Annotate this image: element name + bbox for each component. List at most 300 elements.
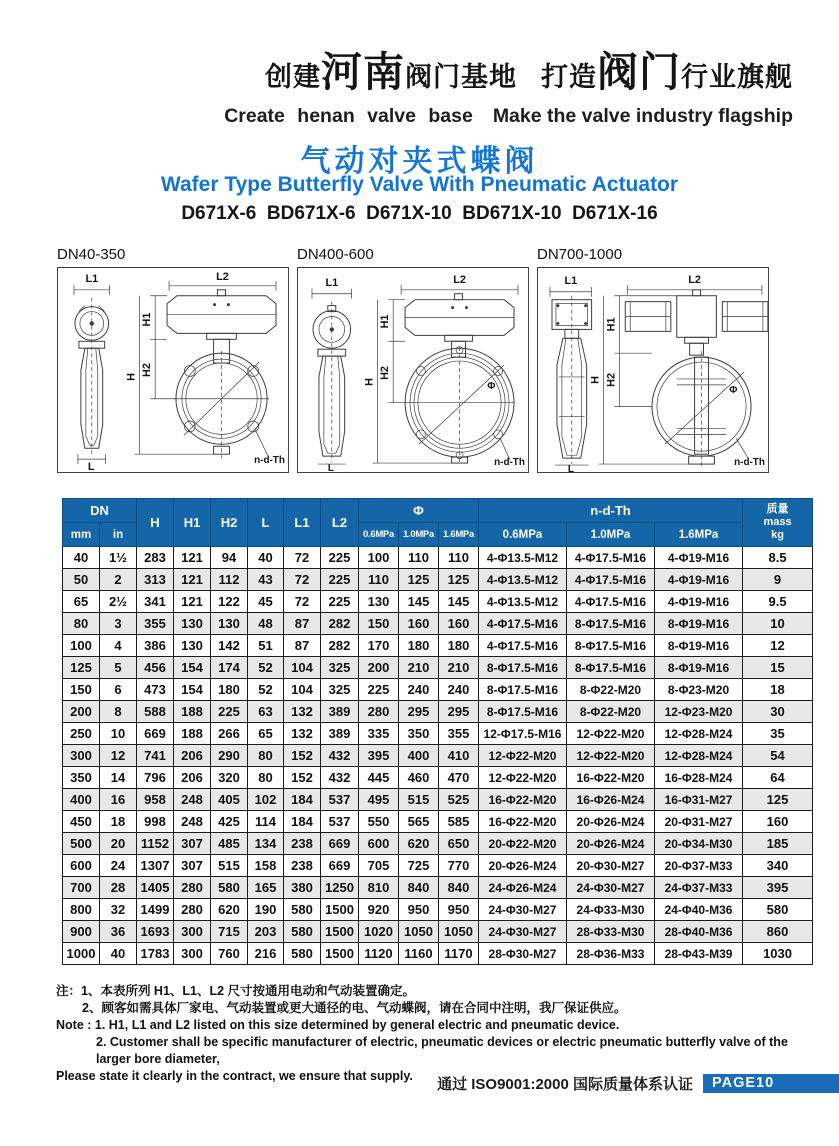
table-cell: 400 [63,789,100,811]
table-row [63,591,813,613]
table-cell: 110 [359,569,399,591]
table-cell: 283 [137,547,174,569]
table-cell: 200 [63,701,100,723]
table-cell: 24-Φ40-M36 [655,899,743,921]
table-cell: 12-Φ22-M20 [567,723,655,745]
page-title-chinese: 气动对夹式蝶阀 [300,145,539,178]
table-cell: 32 [100,899,137,921]
table-cell: 130 [359,591,399,613]
table-cell: 210 [399,657,439,679]
table-cell: 52 [248,657,284,679]
table-cell: 550 [359,811,399,833]
table-cell: 389 [321,701,359,723]
table-cell: 4-Φ17.5-M16 [567,547,655,569]
table-cell: 6 [100,679,137,701]
dim-label-ndth: n-d-Th [494,457,525,469]
table-row [63,745,813,767]
table-cell: 18 [743,679,813,701]
table-cell: 54 [743,745,813,767]
table-cell: 132 [284,701,321,723]
table-cell: 63 [248,701,284,723]
table-cell: 200 [359,657,399,679]
table-cell: 51 [248,635,284,657]
table-cell: 145 [439,591,479,613]
table-row [63,657,813,679]
table-cell: 134 [248,833,284,855]
table-cell: 104 [284,657,321,679]
slogan-chinese [224,50,793,104]
table-cell: 473 [137,679,174,701]
table-cell: 28-Φ40-M36 [655,921,743,943]
table-cell: 184 [284,789,321,811]
valve-drawing-dn40-350-svg [58,268,288,472]
table-cell: 20-Φ30-M27 [567,855,655,877]
table-cell: 80 [248,767,284,789]
table-cell: 525 [439,789,479,811]
table-cell: 300 [174,943,211,965]
table-row [63,921,813,943]
table-cell: 180 [211,679,248,701]
table-cell: 225 [321,591,359,613]
col-header-dn: DN [63,499,137,523]
table-cell: 2 [100,569,137,591]
table-cell: 12-Φ22-M20 [479,767,567,789]
table-cell: 110 [399,547,439,569]
table-cell: 770 [439,855,479,877]
table-cell: 180 [439,635,479,657]
table-cell: 1½ [100,547,137,569]
table-cell: 24 [100,855,137,877]
dim-label-h1: H1 [379,314,392,329]
table-cell: 48 [248,613,284,635]
table-cell: 20-Φ31-M27 [655,811,743,833]
table-cell: 1170 [439,943,479,965]
table-cell: 142 [211,635,248,657]
table-cell: 800 [63,899,100,921]
table-cell: 4-Φ19-M16 [655,569,743,591]
table-cell: 72 [284,547,321,569]
table-cell: 15 [743,657,813,679]
table-cell: 8.5 [743,547,813,569]
table-cell: 12-Φ17.5-M16 [479,723,567,745]
table-cell: 950 [439,899,479,921]
table-cell: 500 [63,833,100,855]
table-cell: 8-Φ19-M16 [655,635,743,657]
mass-label-en: mass [763,515,792,528]
slogan-cn-part: 河南 [321,49,405,95]
table-cell: 4-Φ19-M16 [655,547,743,569]
table-cell: 998 [137,811,174,833]
iso-certification-text: 通过 ISO9001:2000 国际质量体系认证 [437,1076,693,1093]
table-cell: 12 [100,745,137,767]
table-cell: 40 [63,547,100,569]
table-cell: 28 [100,877,137,899]
drawing-label: DN700-1000 [537,246,623,263]
table-cell: 150 [359,613,399,635]
table-cell: 20-Φ22-M20 [479,833,567,855]
table-cell: 355 [439,723,479,745]
table-cell: 900 [63,921,100,943]
table-cell: 14 [100,767,137,789]
table-cell: 225 [359,679,399,701]
drawing-group-dn40-350 [57,245,289,473]
table-cell: 80 [63,613,100,635]
table-cell: 87 [284,613,321,635]
table-cell: 9.5 [743,591,813,613]
table-cell: 325 [321,679,359,701]
table-cell: 295 [439,701,479,723]
table-cell: 180 [399,635,439,657]
table-cell: 130 [174,635,211,657]
table-cell: 145 [399,591,439,613]
slogan-en-right: Make the valve industry flagship [492,105,793,127]
note-en-2: 2. Customer shall be specific manufacturer of electric, pneumatic devices or electric pneumatic butterfly valve of the larger bore diameter, [96,1035,788,1066]
table-cell: 24-Φ30-M27 [479,899,567,921]
valve-drawing-dn400-600-svg [298,268,528,472]
table-cell: 1500 [321,899,359,921]
table-cell: 125 [743,789,813,811]
table-cell: 386 [137,635,174,657]
table-row [63,547,813,569]
table-cell: 8-Φ17.5-M16 [479,701,567,723]
table-cell: 104 [284,679,321,701]
mass-label-cn: 质量 [766,502,789,515]
table-cell: 130 [174,613,211,635]
table-cell: 36 [100,921,137,943]
col-header-phi-10: 1.0MPa [399,523,439,547]
col-header-phi-16: 1.6MPa [439,523,479,547]
table-cell: 20-Φ34-M30 [655,833,743,855]
table-cell: 24-Φ33-M30 [567,899,655,921]
table-cell: 210 [439,657,479,679]
drawing-label: DN400-600 [297,246,374,263]
table-cell: 1783 [137,943,174,965]
table-cell: 266 [211,723,248,745]
table-cell: 10 [743,613,813,635]
slogan-cn-part: 打造 [541,62,597,92]
table-cell: 620 [399,833,439,855]
table-cell: 203 [248,921,284,943]
table-cell: 4-Φ17.5-M16 [479,613,567,635]
table-cell: 280 [174,877,211,899]
table-cell: 1050 [399,921,439,943]
table-cell: 188 [174,723,211,745]
table-row [63,789,813,811]
table-cell: 580 [284,921,321,943]
table-cell: 100 [63,635,100,657]
mass-label-unit: kg [771,529,784,542]
note-cn-1: 注：1、本表所列 H1、L1、L2 尺寸按通用电动和气动装置确定。 [56,984,416,998]
table-row [63,723,813,745]
table-cell: 537 [321,789,359,811]
table-cell: 206 [174,767,211,789]
table-row [63,701,813,723]
table-cell: 28-Φ33-M30 [567,921,655,943]
table-cell: 94 [211,547,248,569]
table-cell: 12-Φ28-M24 [655,745,743,767]
table-cell: 307 [174,833,211,855]
table-cell: 8-Φ22-M20 [567,701,655,723]
table-cell: 16-Φ26-M24 [567,789,655,811]
table-row [63,855,813,877]
table-cell: 250 [63,723,100,745]
col-header-mm: mm [63,523,100,547]
table-cell: 585 [439,811,479,833]
slogan-english [224,105,793,128]
table-cell: 300 [63,745,100,767]
table-cell: 206 [174,745,211,767]
table-cell: 760 [211,943,248,965]
table-cell: 190 [248,899,284,921]
table-cell: 184 [284,811,321,833]
technical-drawings [57,245,783,473]
dim-label-l: L [87,461,95,472]
table-row [63,613,813,635]
table-cell: 240 [439,679,479,701]
table-cell: 307 [174,855,211,877]
table-cell: 4-Φ13.5-M12 [479,569,567,591]
table-cell: 8-Φ19-M16 [655,613,743,635]
page-title-english: Wafer Type Butterfly Valve With Pneumatic Actuator [160,173,679,196]
table-cell: 65 [248,723,284,745]
table-cell: 52 [248,679,284,701]
table-cell: 840 [399,877,439,899]
table-cell: 4-Φ13.5-M12 [479,547,567,569]
table-cell: 4-Φ19-M16 [655,591,743,613]
table-cell: 16-Φ31-M27 [655,789,743,811]
table-cell: 20-Φ26-M24 [567,811,655,833]
table-cell: 8-Φ22-M20 [567,679,655,701]
slogan-cn-part: 行业旗舰 [681,62,793,92]
table-cell: 30 [743,701,813,723]
table-cell: 248 [174,789,211,811]
dim-label-l1: L1 [564,274,578,287]
table-cell: 580 [284,899,321,921]
table-cell: 152 [284,745,321,767]
slogan-cn-part: 阀门 [597,49,681,95]
drawing-group-dn400-600 [297,245,529,473]
table-row [63,833,813,855]
table-cell: 1307 [137,855,174,877]
dim-label-l2: L2 [453,273,466,286]
table-cell: 152 [284,767,321,789]
company-slogan [224,50,793,128]
table-cell: 20-Φ26-M24 [567,833,655,855]
table-cell: 741 [137,745,174,767]
col-header-h2: H2 [211,499,248,547]
table-cell: 1120 [359,943,399,965]
table-cell: 165 [248,877,284,899]
table-cell: 515 [211,855,248,877]
drawing-box [537,267,769,473]
table-row [63,679,813,701]
dim-label-h1: H1 [605,317,618,332]
table-cell: 8-Φ23-M20 [655,679,743,701]
table-cell: 16-Φ22-M20 [567,767,655,789]
valve-drawing-dn700-1000-svg [538,268,768,472]
table-cell: 28-Φ36-M33 [567,943,655,965]
slogan-cn-part: 阀门基地 [405,62,517,92]
table-cell: 456 [137,657,174,679]
col-header-phi: Φ [359,499,479,523]
table-cell: 35 [743,723,813,745]
table-row [63,635,813,657]
col-header-l1: L1 [284,499,321,547]
table-cell: 405 [211,789,248,811]
table-cell: 295 [399,701,439,723]
table-cell: 72 [284,591,321,613]
table-cell: 125 [439,569,479,591]
dim-label-ndth: n-d-Th [254,455,285,467]
table-cell: 20-Φ26-M24 [479,855,567,877]
table-cell: 122 [211,591,248,613]
table-cell: 43 [248,569,284,591]
table-cell: 313 [137,569,174,591]
table-cell: 102 [248,789,284,811]
table-cell: 64 [743,767,813,789]
table-cell: 389 [321,723,359,745]
col-header-mass [743,499,813,547]
table-cell: 8 [100,701,137,723]
table-cell: 705 [359,855,399,877]
table-cell: 395 [743,877,813,899]
table-cell: 8-Φ17.5-M16 [479,657,567,679]
table-cell: 5 [100,657,137,679]
table-cell: 1160 [399,943,439,965]
table-cell: 565 [399,811,439,833]
table-cell: 950 [399,899,439,921]
table-cell: 355 [137,613,174,635]
table-cell: 1030 [743,943,813,965]
table-cell: 185 [743,833,813,855]
dim-label-ndth: n-d-Th [734,457,765,469]
dim-label-l1: L1 [85,272,99,285]
slogan-en-left: Create henan valve base [224,105,473,127]
table-cell: 920 [359,899,399,921]
table-cell: 16-Φ22-M20 [479,811,567,833]
table-cell: 290 [211,745,248,767]
table-row [63,811,813,833]
table-cell: 12-Φ28-M24 [655,723,743,745]
table-cell: 8-Φ17.5-M16 [567,657,655,679]
table-cell: 4-Φ13.5-M12 [479,591,567,613]
table-cell: 340 [743,855,813,877]
table-cell: 282 [321,613,359,635]
table-cell: 1500 [321,921,359,943]
table-row [63,569,813,591]
dim-label-h: H [363,377,376,386]
table-cell: 400 [399,745,439,767]
table-cell: 515 [399,789,439,811]
table-cell: 395 [359,745,399,767]
table-row [63,943,813,965]
col-header-in: in [100,523,137,547]
table-cell: 300 [174,921,211,943]
table-cell: 16-Φ22-M20 [479,789,567,811]
dim-label-l1: L1 [325,276,339,289]
table-cell: 1405 [137,877,174,899]
col-header-ndth-06: 0.6MPa [479,523,567,547]
dim-label-phi: Φ [729,384,738,396]
table-cell: 18 [100,811,137,833]
col-header-ndth-10: 1.0MPa [567,523,655,547]
table-cell: 350 [399,723,439,745]
table-cell: 248 [174,811,211,833]
table-cell: 80 [248,745,284,767]
col-header-ndth-16: 1.6MPa [655,523,743,547]
table-cell: 1500 [321,943,359,965]
table-cell: 65 [63,591,100,613]
table-cell: 600 [359,833,399,855]
table-cell: 282 [321,635,359,657]
drawing-label: DN40-350 [57,246,126,263]
dim-label-l: L [567,464,574,472]
table-cell: 380 [284,877,321,899]
table-cell: 432 [321,767,359,789]
slogan-cn-part: 创建 [265,62,321,92]
table-cell: 335 [359,723,399,745]
table-cell: 12-Φ22-M20 [567,745,655,767]
dim-label-l2: L2 [688,273,701,286]
table-cell: 40 [248,547,284,569]
table-cell: 8-Φ19-M16 [655,657,743,679]
table-cell: 12 [743,635,813,657]
table-cell: 188 [174,701,211,723]
table-cell: 495 [359,789,399,811]
table-cell: 150 [63,679,100,701]
table-cell: 24-Φ26-M24 [479,877,567,899]
table-cell: 24-Φ30-M27 [567,877,655,899]
table-cell: 160 [399,613,439,635]
table-cell: 341 [137,591,174,613]
table-cell: 485 [211,833,248,855]
table-cell: 410 [439,745,479,767]
table-cell: 1152 [137,833,174,855]
dim-label-h: H [589,375,602,384]
table-cell: 320 [211,767,248,789]
table-cell: 87 [284,635,321,657]
table-cell: 125 [63,657,100,679]
spec-table-head [63,499,813,547]
table-cell: 50 [63,569,100,591]
table-cell: 650 [439,833,479,855]
table-cell: 4-Φ17.5-M16 [567,591,655,613]
table-cell: 9 [743,569,813,591]
table-cell: 28-Φ43-M39 [655,943,743,965]
note-en-3: Please state it clearly in the contract, we ensure that supply. [56,1069,413,1083]
dim-label-h2: H2 [605,372,618,387]
table-cell: 325 [321,657,359,679]
table-cell: 114 [248,811,284,833]
table-cell: 432 [321,745,359,767]
table-cell: 154 [174,657,211,679]
col-header-h1: H1 [174,499,211,547]
table-cell: 1693 [137,921,174,943]
table-cell: 121 [174,547,211,569]
table-cell: 16-Φ28-M24 [655,767,743,789]
table-cell: 12-Φ23-M20 [655,701,743,723]
table-cell: 669 [321,833,359,855]
drawing-box [57,267,289,473]
table-cell: 669 [137,723,174,745]
table-cell: 8-Φ17.5-M16 [479,679,567,701]
table-cell: 121 [174,591,211,613]
table-cell: 225 [321,569,359,591]
table-cell: 160 [743,811,813,833]
dim-label-h1: H1 [141,312,154,327]
col-header-ndth: n-d-Th [479,499,743,523]
table-cell: 132 [284,723,321,745]
